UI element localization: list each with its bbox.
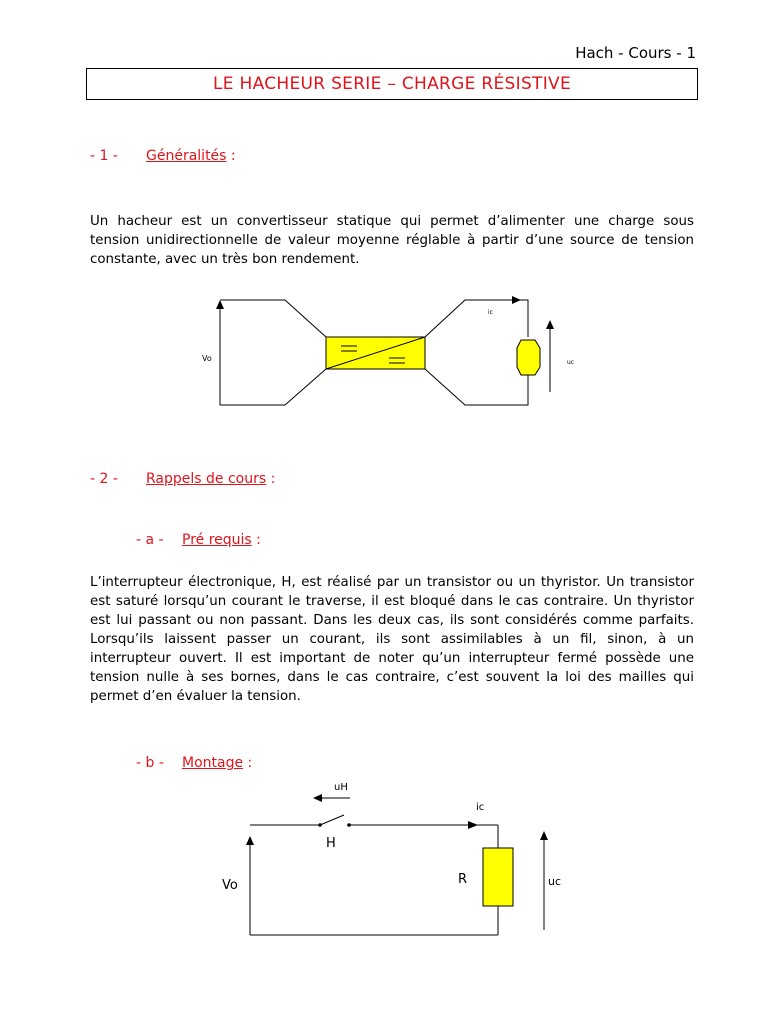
- load-voltage-label: uc: [548, 875, 562, 888]
- page-title: LE HACHEUR SERIE – CHARGE RÉSISTIVE: [86, 68, 698, 100]
- section-1-number: - 1 -: [90, 148, 118, 164]
- section-1-heading: [90, 148, 236, 164]
- running-header: Hach - Cours - 1: [575, 44, 696, 62]
- subsection-b-number: - b -: [136, 755, 164, 771]
- section-1-title: Généralités: [146, 148, 227, 164]
- subsection-b-heading: [136, 755, 252, 771]
- subsection-a-paragraph: L’interrupteur électronique, H, est réalisé par un transistor ou un thyristor. Un transistor est saturé lorsqu’un courant le traverse, il est bloqué dans le cas contraire. Un thyristor est lui passant ou non passant. Dans les deux cas, ils sont considérés comme parfaits. Lorsqu’ils laissent passer un courant, ils sont assimilables à un fil, sinon, à un interrupteur ouvert. Il est important de noter qu’un interrupteur fermé possède une tension nulle à ses bornes, dans le cas contraire, c’est souvent la loi des mailles qui permet d’en évaluer la tension.: [90, 575, 694, 704]
- converter-box: [326, 337, 425, 369]
- diagram-1-voltage-label: uc: [567, 359, 575, 366]
- diagram-2-current-label: ic: [476, 802, 485, 813]
- switch-label: H: [326, 836, 336, 851]
- resistor: [483, 848, 513, 906]
- subsection-a-title: Pré requis: [182, 532, 252, 548]
- section-2-heading: [90, 471, 275, 487]
- subsection-b-colon: :: [243, 755, 253, 771]
- section-1-colon: :: [226, 148, 236, 164]
- subsection-b-title: Montage: [182, 755, 244, 771]
- subsection-a-number: - a -: [136, 532, 164, 548]
- diagram-2-source-label: Vo: [222, 878, 238, 893]
- section-2-number: - 2 -: [90, 471, 118, 487]
- diagram-1-current-label: ic: [488, 309, 493, 316]
- section-1-paragraph: Un hacheur est un convertisseur statique qui permet d’alimenter une charge sous tension unidirectionnelle de valeur moyenne réglable à partir d’une source de tension constante, avec un très bon rendement.: [90, 214, 694, 267]
- load-component: [517, 340, 540, 375]
- diagram-1-source-label: Vo: [202, 354, 212, 363]
- section-2-colon: :: [266, 471, 276, 487]
- subsection-a-colon: :: [251, 532, 261, 548]
- resistor-label: R: [458, 872, 468, 887]
- switch-voltage-label: uH: [334, 782, 348, 793]
- subsection-a-heading: [136, 532, 261, 548]
- section-2-title: Rappels de cours: [146, 471, 267, 487]
